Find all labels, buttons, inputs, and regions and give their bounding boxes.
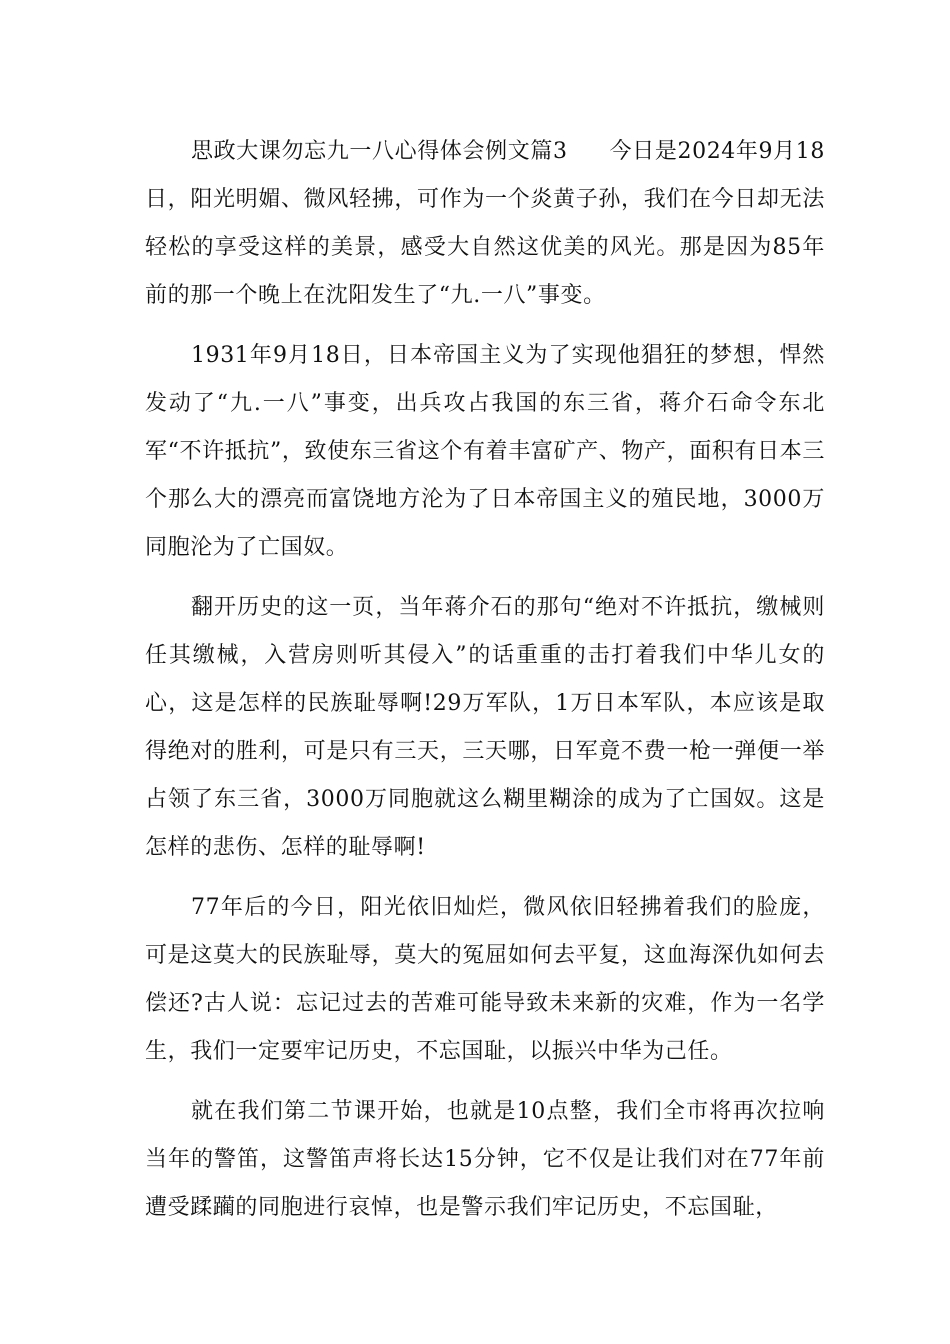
paragraph-1 xyxy=(145,128,825,320)
paragraph-3: 翻开历史的这一页，当年蒋介石的那句“绝对不许抵抗，缴械则任其缴械，入营房则听其侵入”的话重重的击打着我们中华儿女的心，这是怎样的民族耻辱啊!29万军队，1万日本军队，本应该是取得绝对的胜利，可是只有三天，三天哪，日军竟不费一枪一弹便一举占领了东三省，3000万同胞就这么糊里糊涂的成为了亡国奴。这是怎样的悲伤、怎样的耻辱啊! xyxy=(145,595,825,860)
document-title: 思政大课勿忘九一八心得体会例文篇3 xyxy=(191,139,568,164)
paragraph-2: 1931年9月18日，日本帝国主义为了实现他猖狂的梦想，悍然发动了“九.一八”事变，出兵攻占我国的东三省，蒋介石命令东北军“不许抵抗”，致使东三省这个有着丰富矿产、物产，面积有日本三个那么大的漂亮而富饶地方沦为了日本帝国主义的殖民地，3000万同胞沦为了亡国奴。 xyxy=(145,343,825,560)
document-body xyxy=(145,128,825,1244)
paragraph-4: 77年后的今日，阳光依旧灿烂，微风依旧轻拂着我们的脸庞，可是这莫大的民族耻辱，莫大的冤屈如何去平复，这血海深仇如何去偿还?古人说：忘记过去的苦难可能导致未来新的灾难，作为一名学生，我们一定要牢记历史，不忘国耻，以振兴中华为己任。 xyxy=(145,895,825,1064)
paragraph-1-text: 今日是2024年9月18日，阳光明媚、微风轻拂，可作为一个炎黄子孙，我们在今日却无法轻松的享受这样的美景，感受大自然这优美的风光。那是因为85年前的那一个晚上在沈阳发生了“九.一八”事变。 xyxy=(145,139,825,308)
paragraph-5: 就在我们第二节课开始，也就是10点整，我们全市将再次拉响当年的警笛，这警笛声将长达15分钟，它不仅是让我们对在77年前遭受蹂躏的同胞进行哀悼，也是警示我们牢记历史，不忘国耻， xyxy=(145,1099,825,1220)
